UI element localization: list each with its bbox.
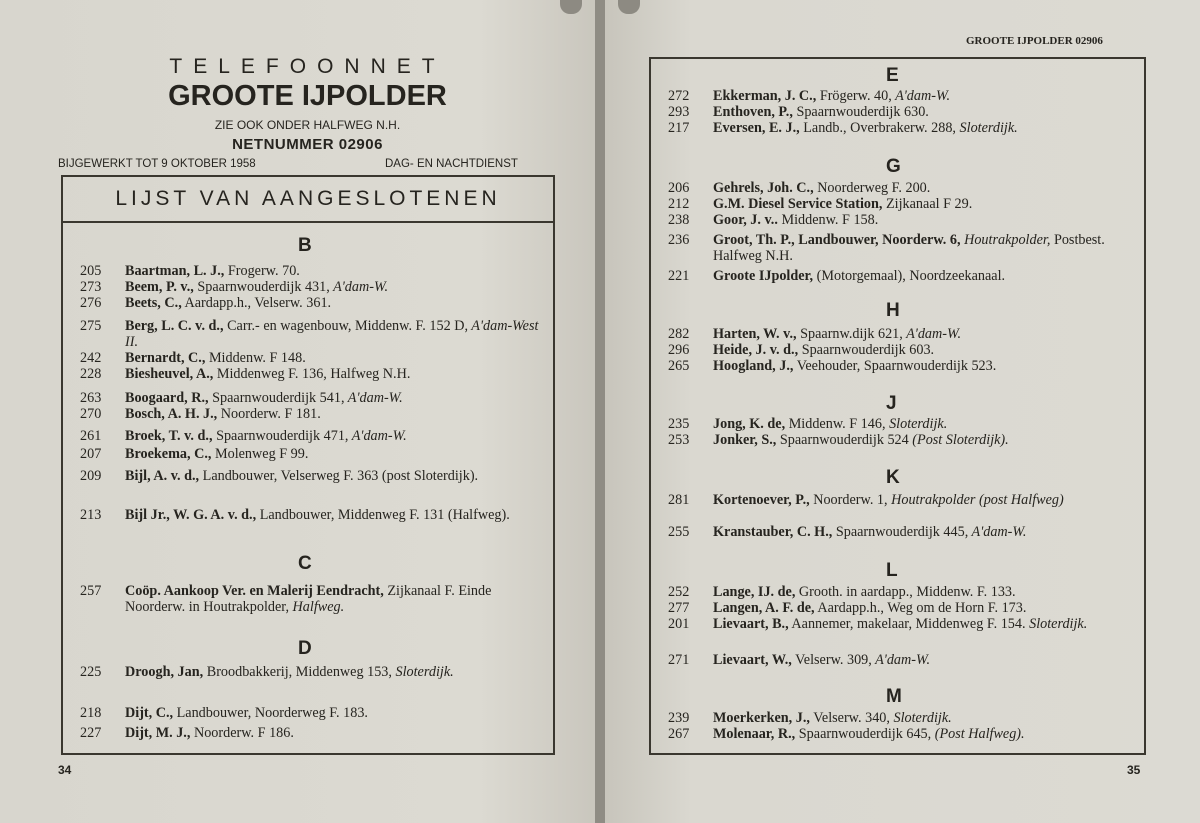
subscriber-text: Jonker, S., Spaarnwouderdijk 524 (Post Sloterdijk). (713, 432, 1009, 448)
subscriber-text: Kortenoever, P., Noorderw. 1, Houtrakpolder (post Halfweg) (713, 492, 1064, 508)
directory-entry (80, 507, 550, 539)
directory-entry (80, 725, 550, 741)
phone-number: 201 (668, 616, 690, 632)
subscriber-text: Dijt, M. J., Noorderw. F 186. (125, 725, 294, 741)
phone-number: 228 (80, 366, 102, 382)
subscriber-text: Bernardt, C., Middenw. F 148. (125, 350, 306, 366)
section-letter-h: H (886, 300, 900, 321)
phone-number: 217 (668, 120, 690, 136)
directory-entry (668, 104, 1138, 120)
phone-number: 212 (668, 196, 690, 212)
directory-entry (80, 446, 550, 462)
subscriber-text: Jong, K. de, Middenw. F 146, Sloterdijk. (713, 416, 948, 432)
directory-entry (668, 710, 1138, 726)
subscriber-text: Biesheuvel, A., Middenweg F. 136, Halfweg N.H. (125, 366, 411, 382)
subscriber-text: Gehrels, Joh. C., Noorderweg F. 200. (713, 180, 931, 196)
phone-number: 207 (80, 446, 102, 462)
phone-number: 281 (668, 492, 690, 508)
phone-number: 242 (80, 350, 102, 366)
subscriber-text: Groote IJpolder, (Motorgemaal), Noordzeekanaal. (713, 268, 1006, 284)
phone-number: 277 (668, 600, 690, 616)
phone-number: 213 (80, 507, 102, 523)
section-letter-b: B (298, 235, 312, 256)
directory-entry (80, 583, 550, 615)
directory-entry (668, 358, 1138, 374)
subscriber-text: Bijl Jr., W. G. A. v. d., Landbouwer, Middenweg F. 131 (Halfweg). (125, 507, 510, 523)
phone-number: 255 (668, 524, 690, 540)
directory-entry (668, 616, 1138, 648)
phone-number: 265 (668, 358, 690, 374)
phone-number: 218 (80, 705, 102, 721)
phone-number: 261 (80, 428, 102, 444)
directory-entry (668, 268, 1138, 284)
subscriber-text: Boogaard, R., Spaarnwouderdijk 541, A'dam-W. (125, 390, 403, 406)
phone-number: 273 (80, 279, 102, 295)
book-gutter (595, 0, 605, 823)
directory-entry (668, 584, 1138, 600)
subscriber-text: Lievaart, B., Aannemer, makelaar, Middenweg F. 154. Sloterdijk. (713, 616, 1088, 632)
directory-entry (80, 366, 550, 382)
directory-entry (80, 428, 550, 444)
box-title: LIJST VAN AANGESLOTENEN (63, 177, 553, 223)
directory-entry (80, 318, 550, 350)
subscriber-text: Eversen, E. J., Landb., Overbrakerw. 288, Sloterdijk. (713, 120, 1018, 136)
phone-number: 235 (668, 416, 690, 432)
subscriber-text: Heide, J. v. d., Spaarnwouderdijk 603. (713, 342, 935, 358)
subscriber-text: G.M. Diesel Service Station, Zijkanaal F 29. (713, 196, 973, 212)
directory-entry (80, 468, 550, 500)
phone-number: 263 (80, 390, 102, 406)
section-letter-g: G (886, 156, 901, 177)
subscriber-text: Bijl, A. v. d., Landbouwer, Velserweg F. 363 (post Sloterdijk). (125, 468, 479, 484)
phone-number: 221 (668, 268, 690, 284)
phone-number: 205 (80, 263, 102, 279)
subscriber-text: Beets, C., Aardapp.h., Velserw. 361. (125, 295, 332, 311)
phone-number: 227 (80, 725, 102, 741)
header-subtitle: ZIE OOK ONDER HALFWEG N.H. (214, 118, 401, 132)
subscriber-text: Hoogland, J., Veehouder, Spaarnwouderdijk 523. (713, 358, 997, 374)
directory-entry (80, 705, 550, 721)
page-title: GROOTE IJPOLDER (168, 80, 447, 112)
directory-entry (80, 295, 550, 311)
header-updated: BIJGEWERKT TOT 9 OKTOBER 1958 (58, 158, 256, 170)
subscriber-text: Enthoven, P., Spaarnwouderdijk 630. (713, 104, 929, 120)
phone-number: 276 (80, 295, 102, 311)
phone-number: 275 (80, 318, 102, 334)
running-head: GROOTE IJPOLDER 02906 (966, 35, 1103, 47)
phone-number: 206 (668, 180, 690, 196)
phone-number: 282 (668, 326, 690, 342)
directory-entry (668, 212, 1138, 228)
directory-entry (668, 120, 1138, 136)
directory-entry (668, 326, 1138, 342)
phone-number: 270 (80, 406, 102, 422)
directory-entry (80, 279, 550, 295)
directory-entry (668, 232, 1138, 264)
section-letter-m: M (886, 686, 902, 707)
subscriber-text: Baartman, L. J., Frogerw. 70. (125, 263, 300, 279)
page-number-left: 34 (58, 763, 72, 777)
directory-entry (668, 524, 1138, 540)
directory-entry (80, 263, 550, 279)
directory-entry (668, 492, 1138, 524)
subscriber-text: Molenaar, R., Spaarnwouderdijk 645, (Post Halfweg). (713, 726, 1025, 742)
phone-number: 271 (668, 652, 690, 668)
section-letter-c: C (298, 553, 312, 574)
subscriber-text: Harten, W. v., Spaarnw.dijk 621, A'dam-W. (713, 326, 962, 342)
subscriber-text: Goor, J. v.. Middenw. F 158. (713, 212, 879, 228)
subscriber-text: Lange, IJ. de, Grooth. in aardapp., Middenw. F. 133. (713, 584, 1016, 600)
subscriber-text: Berg, L. C. v. d., Carr.- en wagenbouw, Middenw. F. 152 D, A'dam-West II. (125, 318, 539, 350)
directory-entry (668, 196, 1138, 212)
phone-number: 293 (668, 104, 690, 120)
header-netnummer: NETNUMMER 02906 (232, 136, 383, 153)
section-letter-l: L (886, 560, 898, 581)
directory-entry (668, 416, 1138, 432)
phone-number: 253 (668, 432, 690, 448)
subscriber-text: Kranstauber, C. H., Spaarnwouderdijk 445, A'dam-W. (713, 524, 1027, 540)
phone-number: 267 (668, 726, 690, 742)
directory-entry (668, 88, 1138, 104)
directory-entry (668, 652, 1138, 668)
subscriber-text: Bosch, A. H. J., Noorderw. F 181. (125, 406, 321, 422)
subscriber-text: Moerkerken, J., Velserw. 340, Sloterdijk. (713, 710, 952, 726)
phone-number: 296 (668, 342, 690, 358)
header-service: DAG- EN NACHTDIENST (385, 158, 518, 170)
subscriber-text: Lievaart, W., Velserw. 309, A'dam-W. (713, 652, 931, 668)
subscriber-text: Broek, T. v. d., Spaarnwouderdijk 471, A'dam-W. (125, 428, 407, 444)
section-letter-j: J (886, 393, 897, 414)
subscriber-text: Droogh, Jan, Broodbakkerij, Middenweg 153, Sloterdijk. (125, 664, 454, 680)
subscriber-text: Groot, Th. P., Landbouwer, Noorderw. 6, Houtrakpolder, Postbest. Halfweg N.H. (713, 232, 1105, 264)
directory-entry (668, 180, 1138, 196)
section-letter-e: E (886, 65, 899, 86)
directory-entry (668, 432, 1138, 448)
section-letter-d: D (298, 638, 312, 659)
subscriber-text: Langen, A. F. de, Aardapp.h., Weg om de Horn F. 173. (713, 600, 1027, 616)
phone-number: 225 (80, 664, 102, 680)
page-number-right: 35 (1127, 763, 1141, 777)
phone-number: 239 (668, 710, 690, 726)
subscriber-text: Beem, P. v., Spaarnwouderdijk 431, A'dam-W. (125, 279, 389, 295)
directory-entry (668, 726, 1138, 742)
subscriber-text: Coöp. Aankoop Ver. en Malerij Eendracht, Zijkanaal F. Einde Noorderw. in Houtrakpolder, Halfweg. (125, 583, 492, 615)
header-telefoonnet: TELEFOONNET (169, 55, 446, 78)
directory-entry (80, 390, 550, 406)
phone-number: 252 (668, 584, 690, 600)
phone-number: 238 (668, 212, 690, 228)
section-letter-k: K (886, 467, 900, 488)
directory-entry (80, 664, 550, 696)
phone-number: 209 (80, 468, 102, 484)
directory-entry (80, 406, 550, 422)
phone-number: 272 (668, 88, 690, 104)
subscriber-text: Broekema, C., Molenweg F 99. (125, 446, 309, 462)
phone-number: 257 (80, 583, 102, 599)
phone-number: 236 (668, 232, 690, 248)
subscriber-text: Dijt, C., Landbouwer, Noorderweg F. 183. (125, 705, 368, 721)
directory-entry (668, 600, 1138, 616)
subscriber-text: Ekkerman, J. C., Frögerw. 40, A'dam-W. (713, 88, 951, 104)
directory-entry (668, 342, 1138, 358)
directory-entry (80, 350, 550, 366)
